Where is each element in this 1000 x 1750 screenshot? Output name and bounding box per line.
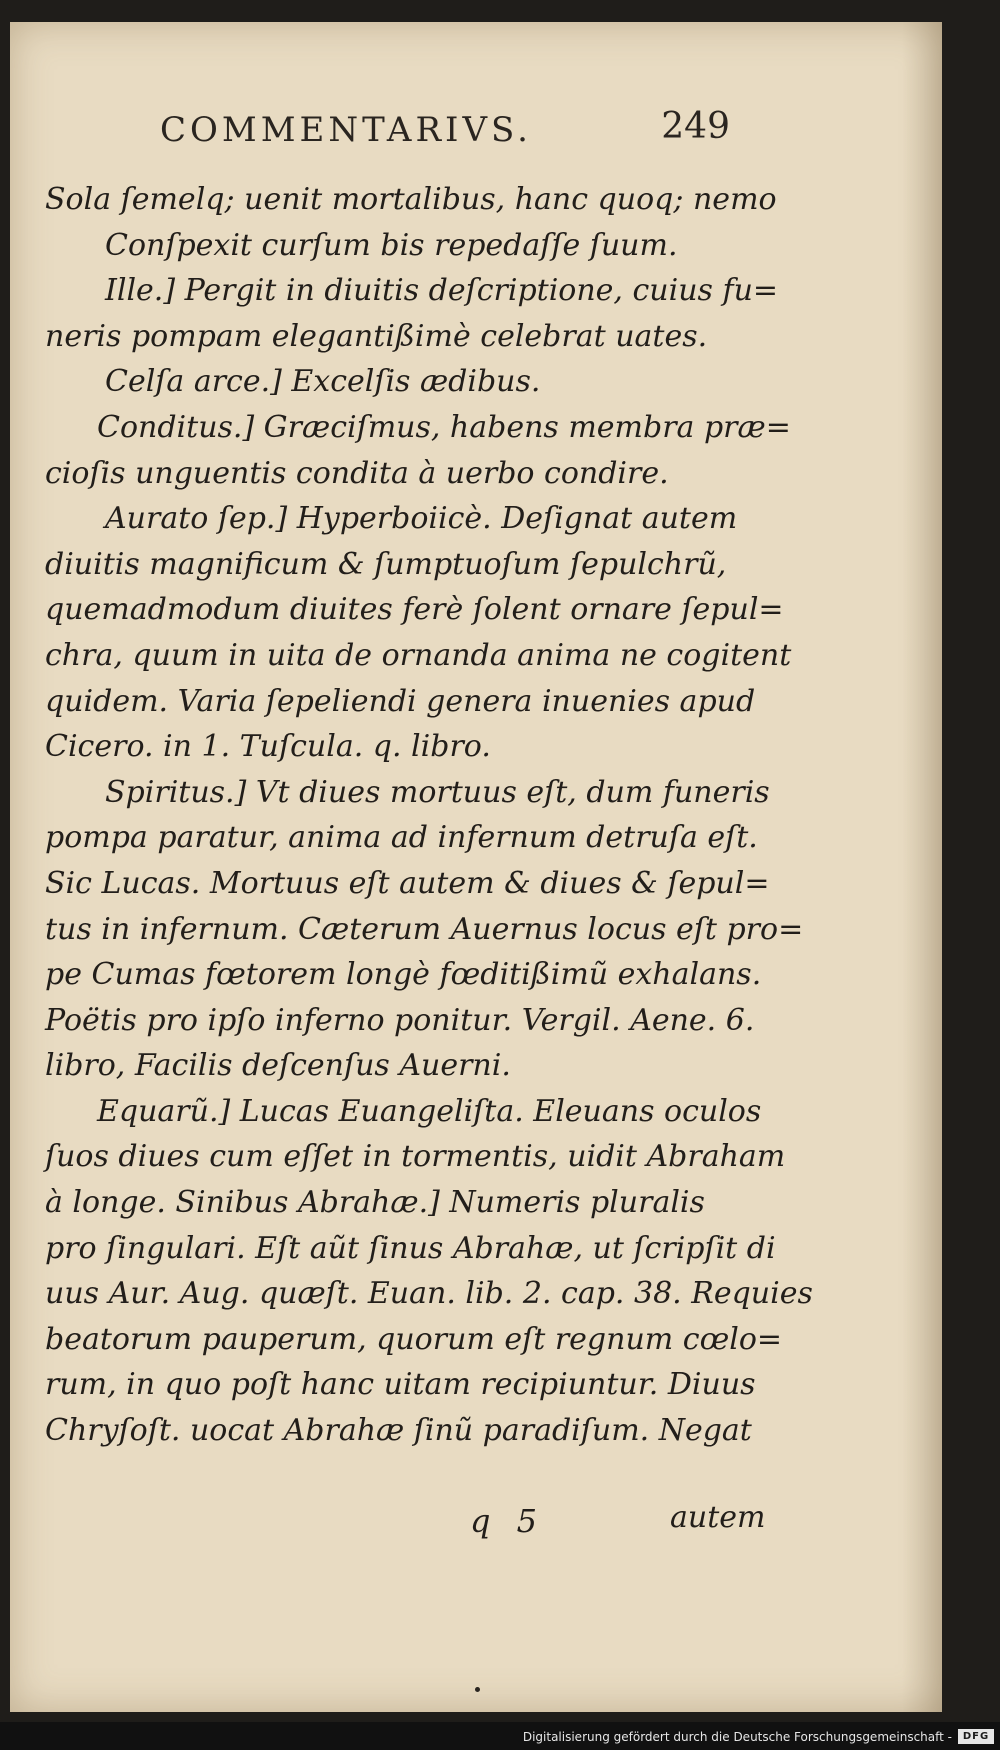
text-line: diuitis magnificum & ſumptuoſum ſepulchrũ, xyxy=(45,546,727,582)
text-line: Sic Lucas. Mortuus eſt autem & diues & ſepul= xyxy=(45,865,770,901)
text-line: Aurato ſep.] Hyperboiicè. Deſignat autem xyxy=(105,501,738,537)
text-line: neris pompam elegantißimè celebrat uates. xyxy=(45,318,708,354)
text-line: Spiritus.] Vt diues mortuus eſt, dum funeris xyxy=(105,774,770,810)
paper-speck xyxy=(475,1687,480,1692)
text-line: quemadmodum diuites ferè ſolent ornare ſepul= xyxy=(45,592,784,628)
text-line: pro ſingulari. Eſt aũt ſinus Abrahæ, ut ſcripſit di xyxy=(45,1230,776,1266)
text-line: libro, Facilis deſcenſus Auerni. xyxy=(45,1048,511,1084)
text-line: Celſa arce.] Excelſis ædibus. xyxy=(105,364,541,400)
text-line: tus in infernum. Cæterum Auernus locus eſt pro= xyxy=(45,911,804,947)
text-line: cioſis unguentis condita à uerbo condire. xyxy=(45,455,669,491)
text-line: Equarũ.] Lucas Euangeliſta. Eleuans oculos xyxy=(97,1093,762,1129)
text-line: pe Cumas fœtorem longè fœditißimũ exhalans. xyxy=(45,957,762,993)
text-line: Conditus.] Græciſmus, habens membra præ= xyxy=(97,409,791,445)
text-line: Conſpexit curſum bis repedaſſe ſuum. xyxy=(105,227,678,263)
text-line: chra, quum in uita de ornanda anima ne cogitent xyxy=(45,637,792,673)
footer-bar xyxy=(0,1722,1000,1750)
text-line: Poëtis pro ipſo inferno ponitur. Vergil. Aene. 6. xyxy=(45,1002,755,1038)
signature-mark: q 5 xyxy=(470,1502,538,1540)
page-header xyxy=(150,106,730,168)
text-line: pompa paratur, anima ad infernum detruſa eſt. xyxy=(45,820,758,856)
text-line: rum, in quo poſt hanc uitam recipiuntur. Diuus xyxy=(45,1367,756,1403)
text-line: uus Aur. Aug. quæſt. Euan. lib. 2. cap. 38. Requies xyxy=(45,1276,813,1312)
text-line: beatorum pauperum, quorum eſt regnum cœlo= xyxy=(45,1321,783,1357)
catchword: autem xyxy=(670,1500,766,1535)
book-page xyxy=(10,22,942,1712)
text-line: Chryſoſt. uocat Abrahæ ſinũ paradiſum. Negat xyxy=(45,1413,752,1449)
body-text xyxy=(45,177,813,1454)
running-head: COMMENTARIVS. xyxy=(160,110,532,150)
text-line: Sola ſemelq; uenit mortalibus, hanc quoq; nemo xyxy=(45,182,777,217)
page-number: 249 xyxy=(661,106,730,147)
text-line: Cicero. in 1. Tuſcula. q. libro. xyxy=(45,729,491,765)
dfg-logo-icon: DFG xyxy=(958,1729,994,1744)
text-line: à longe. Sinibus Abrahæ.] Numeris pluralis xyxy=(45,1185,705,1221)
text-line: ſuos diues cum eſſet in tormentis, uidit Abraham xyxy=(45,1139,786,1175)
funding-credit: Digitalisierung gefördert durch die Deutsche Forschungsgemeinschaft - xyxy=(522,1730,952,1744)
text-line: quidem. Varia ſepeliendi genera inuenies apud xyxy=(45,683,756,719)
text-line: Ille.] Pergit in diuitis deſcriptione, cuius fu= xyxy=(105,273,779,309)
